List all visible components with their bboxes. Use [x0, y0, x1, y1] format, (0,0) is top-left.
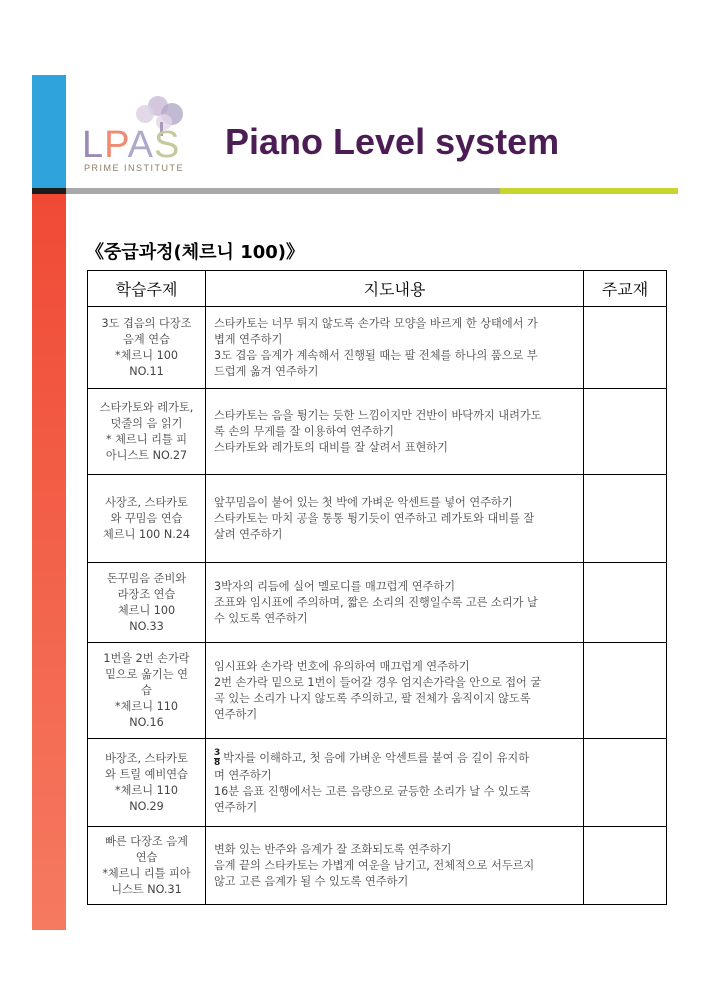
topic-cell — [88, 307, 206, 389]
material-cell — [584, 643, 667, 739]
header-rule-gray — [66, 188, 500, 194]
material-cell — [584, 307, 667, 389]
topic-line: *체르니 110 — [115, 699, 178, 713]
topic-line: NO.33 — [129, 619, 164, 633]
table-row — [88, 739, 667, 827]
table-row — [88, 307, 667, 389]
topic-line: 음계 연습 — [123, 332, 170, 346]
topic-line: 체르니 100 N.24 — [102, 527, 191, 541]
content-line: 스타카토는 마치 공을 통통 튕기듯이 연주하고 레가토와 대비를 잘 — [214, 511, 535, 525]
material-cell — [584, 739, 667, 827]
content-line: 드럽게 옮겨 연주하기 — [214, 364, 319, 378]
table-row — [88, 389, 667, 475]
topic-line: NO.29 — [129, 799, 164, 813]
topic-line: 덧줄의 음 읽기 — [110, 416, 183, 430]
table-header-row — [88, 271, 667, 307]
content-cell — [206, 389, 584, 475]
section-title: 《중급과정(체르니 100)》 — [86, 242, 305, 263]
topic-line: 니스트 NO.31 — [111, 882, 182, 896]
topic-cell — [88, 827, 206, 905]
topic-cell — [88, 643, 206, 739]
topic-line: 밑으로 옮기는 연 — [105, 667, 188, 681]
content-line: 3박자의 리듬에 실어 멜로디를 매끄럽게 연주하기 — [214, 579, 456, 593]
topic-line: 체르니 100 — [117, 603, 176, 617]
content-line: 음계 끝의 스타카토는 가볍게 여운을 남기고, 전체적으로 서두르지 — [214, 858, 535, 872]
content-line: 조표와 임시표에 주의하며, 짧은 소리의 진행일수록 고른 소리가 날 — [214, 595, 538, 609]
time-signature: $\frac{3}{8}$ — [214, 748, 221, 768]
content-line: 곡 있는 소리가 나지 않도록 주의하고, 팔 전체가 움직이지 않도록 — [214, 691, 531, 705]
table-row — [88, 563, 667, 643]
topic-line: 사장조, 스타카토 — [105, 495, 188, 509]
topic-cell — [88, 389, 206, 475]
content-line: 임시표와 손가락 번호에 유의하여 매끄럽게 연주하기 — [214, 659, 470, 673]
content-line: 스타카토와 레가토의 대비를 잘 살려서 표현하기 — [214, 440, 448, 454]
topic-line: 돈꾸밈음 준비와 — [106, 571, 187, 585]
content-cell — [206, 475, 584, 563]
topic-line: 와 꾸밈음 연습 — [110, 511, 183, 525]
topic-cell — [88, 475, 206, 563]
material-cell — [584, 827, 667, 905]
content-line: 며 연주하기 — [214, 769, 272, 782]
topic-line: *체르니 100 — [115, 348, 178, 362]
topic-line: 1번을 2번 손가락 — [103, 651, 190, 665]
topic-line: *체르니 리틀 피아 — [102, 866, 191, 880]
content-line: 변화 있는 반주와 음계가 잘 조화되도록 연주하기 — [214, 842, 452, 856]
content-line: 않고 고른 음계가 될 수 있도록 연주하기 — [214, 874, 409, 888]
content-line: 2번 손가락 밑으로 1번이 들어갈 경우 엄지손가락을 안으로 접어 굴 — [214, 675, 542, 689]
logo-subtitle: PRIME INSTITUTE — [84, 163, 185, 173]
curriculum-table — [87, 270, 667, 905]
page-title: Piano Level system — [225, 121, 560, 162]
content-line: 16분 음표 진행에서는 고른 음량으로 균등한 소리가 날 수 있도록 — [214, 785, 531, 798]
topic-line: NO.11 — [129, 364, 164, 378]
content-line: 3도 겹음 음계가 계속해서 진행될 때는 팔 전체를 하나의 품으로 부 — [214, 348, 538, 362]
content-line: 스타카토는 음을 튕기는 듯한 느낌이지만 건반이 바닥까지 내려가도 — [214, 408, 542, 422]
content-cell — [206, 827, 584, 905]
content-cell — [206, 307, 584, 389]
header-rule-green — [500, 188, 678, 194]
left-red-bar — [32, 194, 66, 930]
topic-line: 3도 겹음의 다장조 — [101, 316, 192, 330]
topic-line: 스타카토와 레가토, — [99, 400, 194, 414]
content-line: 볍게 연주하기 — [214, 332, 283, 346]
topic-line: NO.16 — [129, 715, 164, 729]
content-line: 연주하기 — [214, 707, 258, 721]
topic-line: 연습 — [135, 850, 158, 864]
topic-line: * 체르니 리틀 피 — [105, 432, 188, 446]
content-cell — [206, 563, 584, 643]
content-line: 스타카토는 너무 튀지 않도록 손가락 모양을 바르게 한 상태에서 가 — [214, 316, 538, 330]
table-row — [88, 827, 667, 905]
topic-line: *체르니 110 — [115, 783, 178, 797]
content-cell — [206, 643, 584, 739]
topic-line: 라장조 연습 — [117, 587, 176, 601]
content-line: 살려 연주하기 — [214, 527, 283, 541]
topic-line: 빠른 다장조 음계 — [105, 834, 188, 848]
header-topic: 학습주제 — [88, 271, 206, 307]
content-line: 앞꾸밈음이 붙어 있는 첫 박에 가벼운 악센트를 넣어 연주하기 — [214, 495, 513, 509]
content-line: 록 손의 무게를 잘 이용하여 연주하기 — [214, 424, 394, 438]
content-cell — [206, 739, 584, 827]
material-cell — [584, 475, 667, 563]
table-row — [88, 475, 667, 563]
material-cell — [584, 563, 667, 643]
topic-cell — [88, 563, 206, 643]
topic-line: 바장조, 스타카토 — [105, 751, 188, 765]
topic-line: 아니스트 NO.27 — [105, 448, 188, 462]
content-line: $\frac{3}{8}$ 박자를 이해하고, 첫 음에 가벼운 악센트를 붙여 음 길이 유지하 — [214, 748, 530, 768]
header-content: 지도내용 — [206, 271, 584, 307]
header-material: 주교재 — [584, 271, 667, 307]
topic-line: 습 — [141, 683, 152, 697]
logo-wordmark: LPAS — [82, 124, 181, 166]
content-line: 수 있도록 연주하기 — [214, 611, 308, 625]
left-blue-block — [32, 75, 66, 188]
topic-cell — [88, 739, 206, 827]
table-row — [88, 643, 667, 739]
material-cell — [584, 389, 667, 475]
topic-line: 와 트릴 예비연습 — [105, 767, 188, 781]
content-line: 연주하기 — [214, 801, 258, 814]
